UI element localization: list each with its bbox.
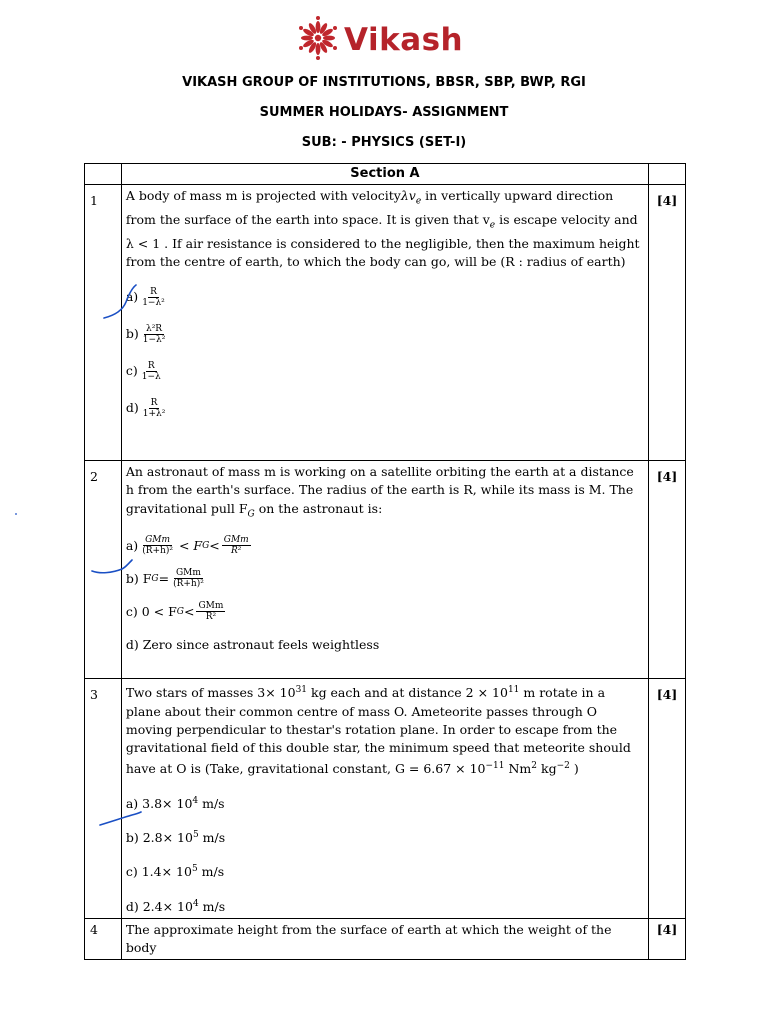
star-burst-icon	[294, 14, 342, 62]
question-marks: [4]	[649, 679, 686, 919]
option-a: a) $3.8\times 10^4$ m/s	[125, 795, 225, 811]
option-a: a) $\frac{\text{GMm}}{\text{(R+h)²}}$ < F G < $\frac{\text{GMm}}{\text{R²}}$	[125, 535, 249, 557]
question-body	[121, 185, 648, 461]
question-marks: [4]	[649, 461, 686, 679]
question-row-2	[85, 461, 686, 679]
option-a: a) $\frac{R}{\text{1−λ²}}$	[125, 287, 165, 309]
question-text: An astronaut of mass m is working on a satellite orbiting the earth at a distance h from the earth's surface. The radius of the earth is R, while its mass is M. The gravitational pull $F_G$ on the astronaut is:	[125, 464, 634, 520]
question-text: A body of mass m is projected with velocityλv$_e$ in vertically upward direction from the surface of the earth into space. It is given that $v_e$ is escape velocity and λ < 1 . If air resistance is considered to the negligible, then the maximum height from the centre of earth, to which the body can go, will be (R : radius of earth)	[125, 188, 640, 269]
option-b: b) F G = $\frac{\text{GMm}}{\text{(R+h)²}}$	[125, 568, 204, 590]
subject-title: SUB: - PHYSICS (SET-I)	[301, 135, 467, 150]
assignment-title: SUMMER HOLIDAYS- ASSIGNMENT	[259, 105, 509, 120]
option-d: d) $2.4\times 10^4$ m/s	[125, 898, 226, 914]
option-c: c) $1.4\times 10^5$ m/s	[125, 864, 225, 880]
question-number: 1	[85, 185, 122, 461]
question-text: The approximate height from the surface of earth at which the weight of the body	[125, 921, 612, 956]
logo	[0, 8, 768, 68]
question-body	[121, 461, 648, 679]
section-row	[85, 164, 686, 185]
institution-title: VIKASH GROUP OF INSTITUTIONS, BBSR, SBP, BWP, RGI	[182, 75, 586, 90]
question-number: 4	[85, 918, 122, 959]
question-table	[84, 163, 686, 960]
pen-dot	[15, 513, 17, 515]
question-row-3	[85, 679, 686, 919]
question-marks: [4]	[649, 185, 686, 461]
option-c: c) $\frac{R}{1-\lambda}$	[125, 361, 161, 383]
question-number: 2	[85, 461, 122, 679]
section-spacer-left	[85, 164, 122, 185]
option-d: d) Zero since astronaut feels weightless	[125, 637, 380, 653]
logo-wordmark: Vikash	[344, 22, 464, 58]
question-row-1	[85, 185, 686, 461]
option-b: b) $\frac{\text{λ²R}}{\text{1−λ²}}$	[125, 324, 166, 346]
question-marks: [4]	[649, 918, 686, 959]
option-d: d) $\frac{R}{\text{1+λ²}}$	[125, 398, 166, 420]
section-title: Section A	[121, 164, 648, 185]
option-b: b) $2.8\times 10^5$ m/s	[125, 829, 226, 846]
question-row-4	[85, 918, 686, 959]
option-c: c) 0 < F G < $\frac{\text{GMm}}{\text{R²}}$	[125, 601, 224, 623]
question-number: 3	[85, 679, 122, 919]
section-spacer-right	[649, 164, 686, 185]
question-text: Two stars of masses $3\times 10^{31}$ kg each and at distance $2 \times 10^{11}$ m rotate in a plane about their common centre of mass O. Ameteorite passes through O moving perpendicular to thestar's rotation plane. In order to escape from the gravitational field of this double star, the minimum speed that meteorite should have at O is (Take, gravitational constant, $G = 6.67 \times 10^{-11}$ Nm$^2$ $kg^{-2}$ )	[125, 685, 631, 777]
question-body	[121, 679, 648, 919]
question-body	[121, 918, 648, 959]
